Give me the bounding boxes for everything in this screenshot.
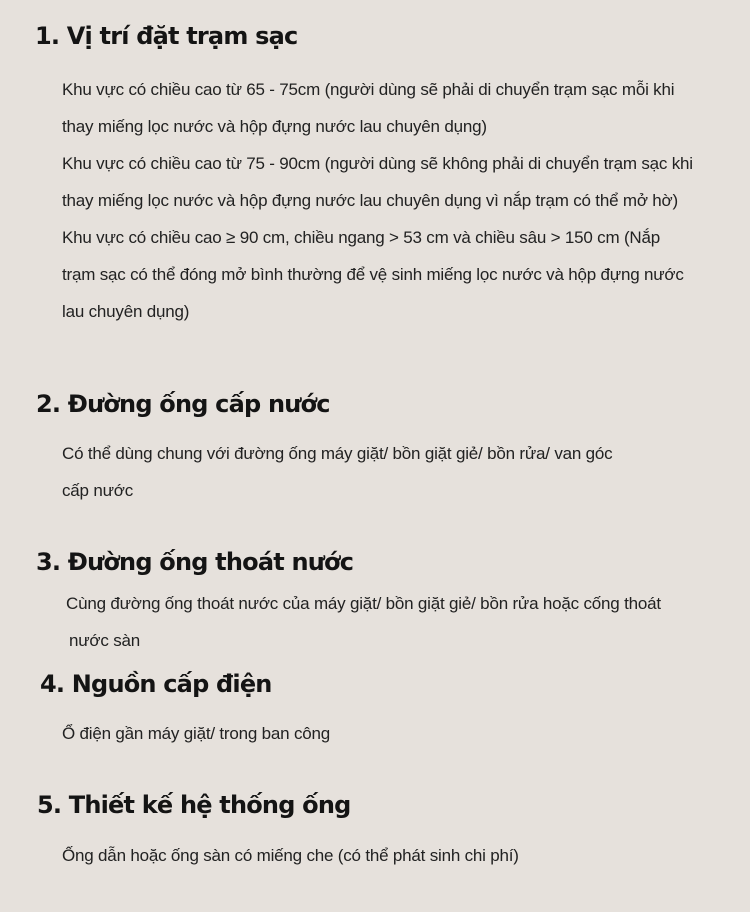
section-1-line-7: lau chuyên dụng) <box>62 302 190 321</box>
section-2-heading: 2. Đường ống cấp nước <box>36 390 330 418</box>
section-1-text <box>62 71 693 330</box>
section-1-line-5: Khu vực có chiều cao ≥ 90 cm, chiều ngang > 53 cm và chiều sâu > 150 cm (Nắp <box>62 228 661 247</box>
section-2-text <box>62 435 612 509</box>
section-2-line-1: Có thể dùng chung với đường ống máy giặt/ bồn giặt giẻ/ bồn rửa/ van góc <box>62 444 613 463</box>
section-3-line-2: nước sàn <box>69 631 141 650</box>
section-3-line-1: Cùng đường ống thoát nước của máy giặt/ bồn giặt giẻ/ bồn rửa hoặc cống thoát <box>66 594 661 613</box>
section-4-line-1: Ổ điện gần máy giặt/ trong ban công <box>62 724 331 743</box>
section-1-line-2: thay miếng lọc nước và hộp đựng nước lau chuyên dụng) <box>62 117 487 136</box>
section-1-heading: 1. Vị trí đặt trạm sạc <box>35 22 298 50</box>
section-1-line-4: thay miếng lọc nước và hộp đựng nước lau chuyên dụng vì nắp trạm có thể mở hờ) <box>62 191 678 210</box>
section-5-text <box>62 837 519 874</box>
section-2-line-2: cấp nước <box>62 481 134 500</box>
section-1-line-1: Khu vực có chiều cao từ 65 - 75cm (người dùng sẽ phải di chuyển trạm sạc mỗi khi <box>62 80 675 99</box>
section-3-heading: 3. Đường ống thoát nước <box>36 548 354 576</box>
section-5-line-1: Ống dẫn hoặc ống sàn có miếng che (có thể phát sinh chi phí) <box>62 846 519 865</box>
section-1-line-3: Khu vực có chiều cao từ 75 - 90cm (người dùng sẽ không phải di chuyển trạm sạc khi <box>62 154 693 173</box>
section-1-line-6: trạm sạc có thể đóng mở bình thường để vệ sinh miếng lọc nước và hộp đựng nước <box>62 265 684 284</box>
section-4-heading: 4. Nguồn cấp điện <box>40 670 272 698</box>
section-5-heading: 5. Thiết kế hệ thống ống <box>37 791 351 819</box>
section-3-text <box>66 585 661 659</box>
section-4-text <box>62 715 330 752</box>
